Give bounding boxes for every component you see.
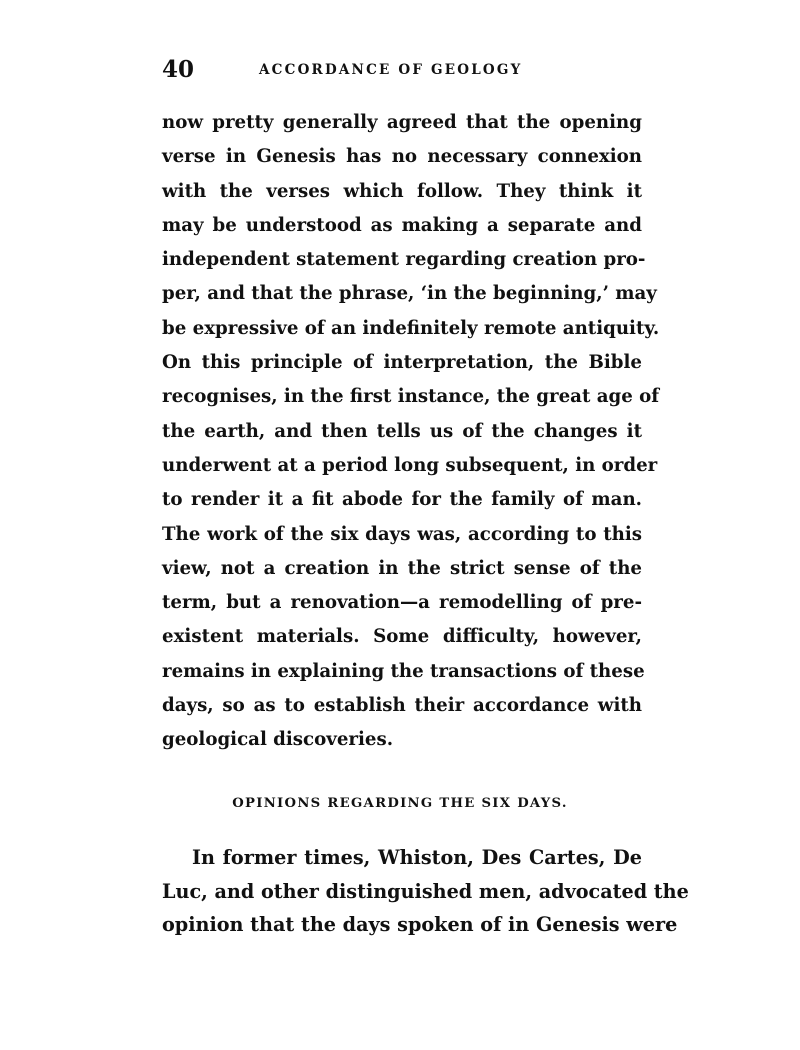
text-line: The work of the six days was, according to this: [162, 523, 642, 545]
text-line: underwent at a period long subsequent, in order: [162, 454, 658, 476]
text-line: days, so as to establish their accordance with: [162, 695, 642, 717]
section-heading: OPINIONS REGARDING THE SIX DAYS.: [232, 796, 568, 811]
text-line: be expressive of an indefinitely remote antiquity.: [162, 317, 660, 339]
text-line: independent statement regarding creation pro-: [162, 249, 646, 271]
text-line: recognises, in the first instance, the great age of: [162, 386, 660, 408]
text-line: In former times, Whiston, Des Cartes, De: [192, 846, 642, 869]
text-line: On this principle of interpretation, the Bible: [162, 352, 642, 374]
section-paragraph: [162, 841, 689, 942]
running-head-title: ACCORDANCE OF GEOLOGY: [259, 62, 523, 78]
text-line: to render it a fit abode for the family of man.: [162, 489, 642, 511]
running-head: [162, 56, 642, 86]
text-line: now pretty generally agreed that the opening: [162, 112, 642, 133]
text-line: term, but a renovation—a remodelling of pre-: [162, 592, 642, 614]
text-line: existent materials. Some difficulty, however,: [162, 626, 642, 648]
body-paragraph: [162, 106, 660, 758]
text-line: per, and that the phrase, ‘in the beginning,’ may: [162, 283, 657, 305]
page-number: 40: [162, 56, 195, 83]
text-line: view, not a creation in the strict sense of the: [162, 557, 642, 579]
text-line: with the verses which follow. They think it: [162, 180, 642, 202]
text-line: geological discoveries.: [162, 729, 394, 751]
text-line: opinion that the days spoken of in Genesis were: [162, 913, 678, 936]
text-line: may be understood as making a separate and: [162, 214, 642, 236]
text-line: Luc, and other distinguished men, advocated the: [162, 879, 689, 903]
text-line: verse in Genesis has no necessary connexion: [162, 146, 642, 168]
text-line: remains in explaining the transactions of these: [162, 660, 645, 682]
text-line: the earth, and then tells us of the changes it: [162, 420, 642, 442]
